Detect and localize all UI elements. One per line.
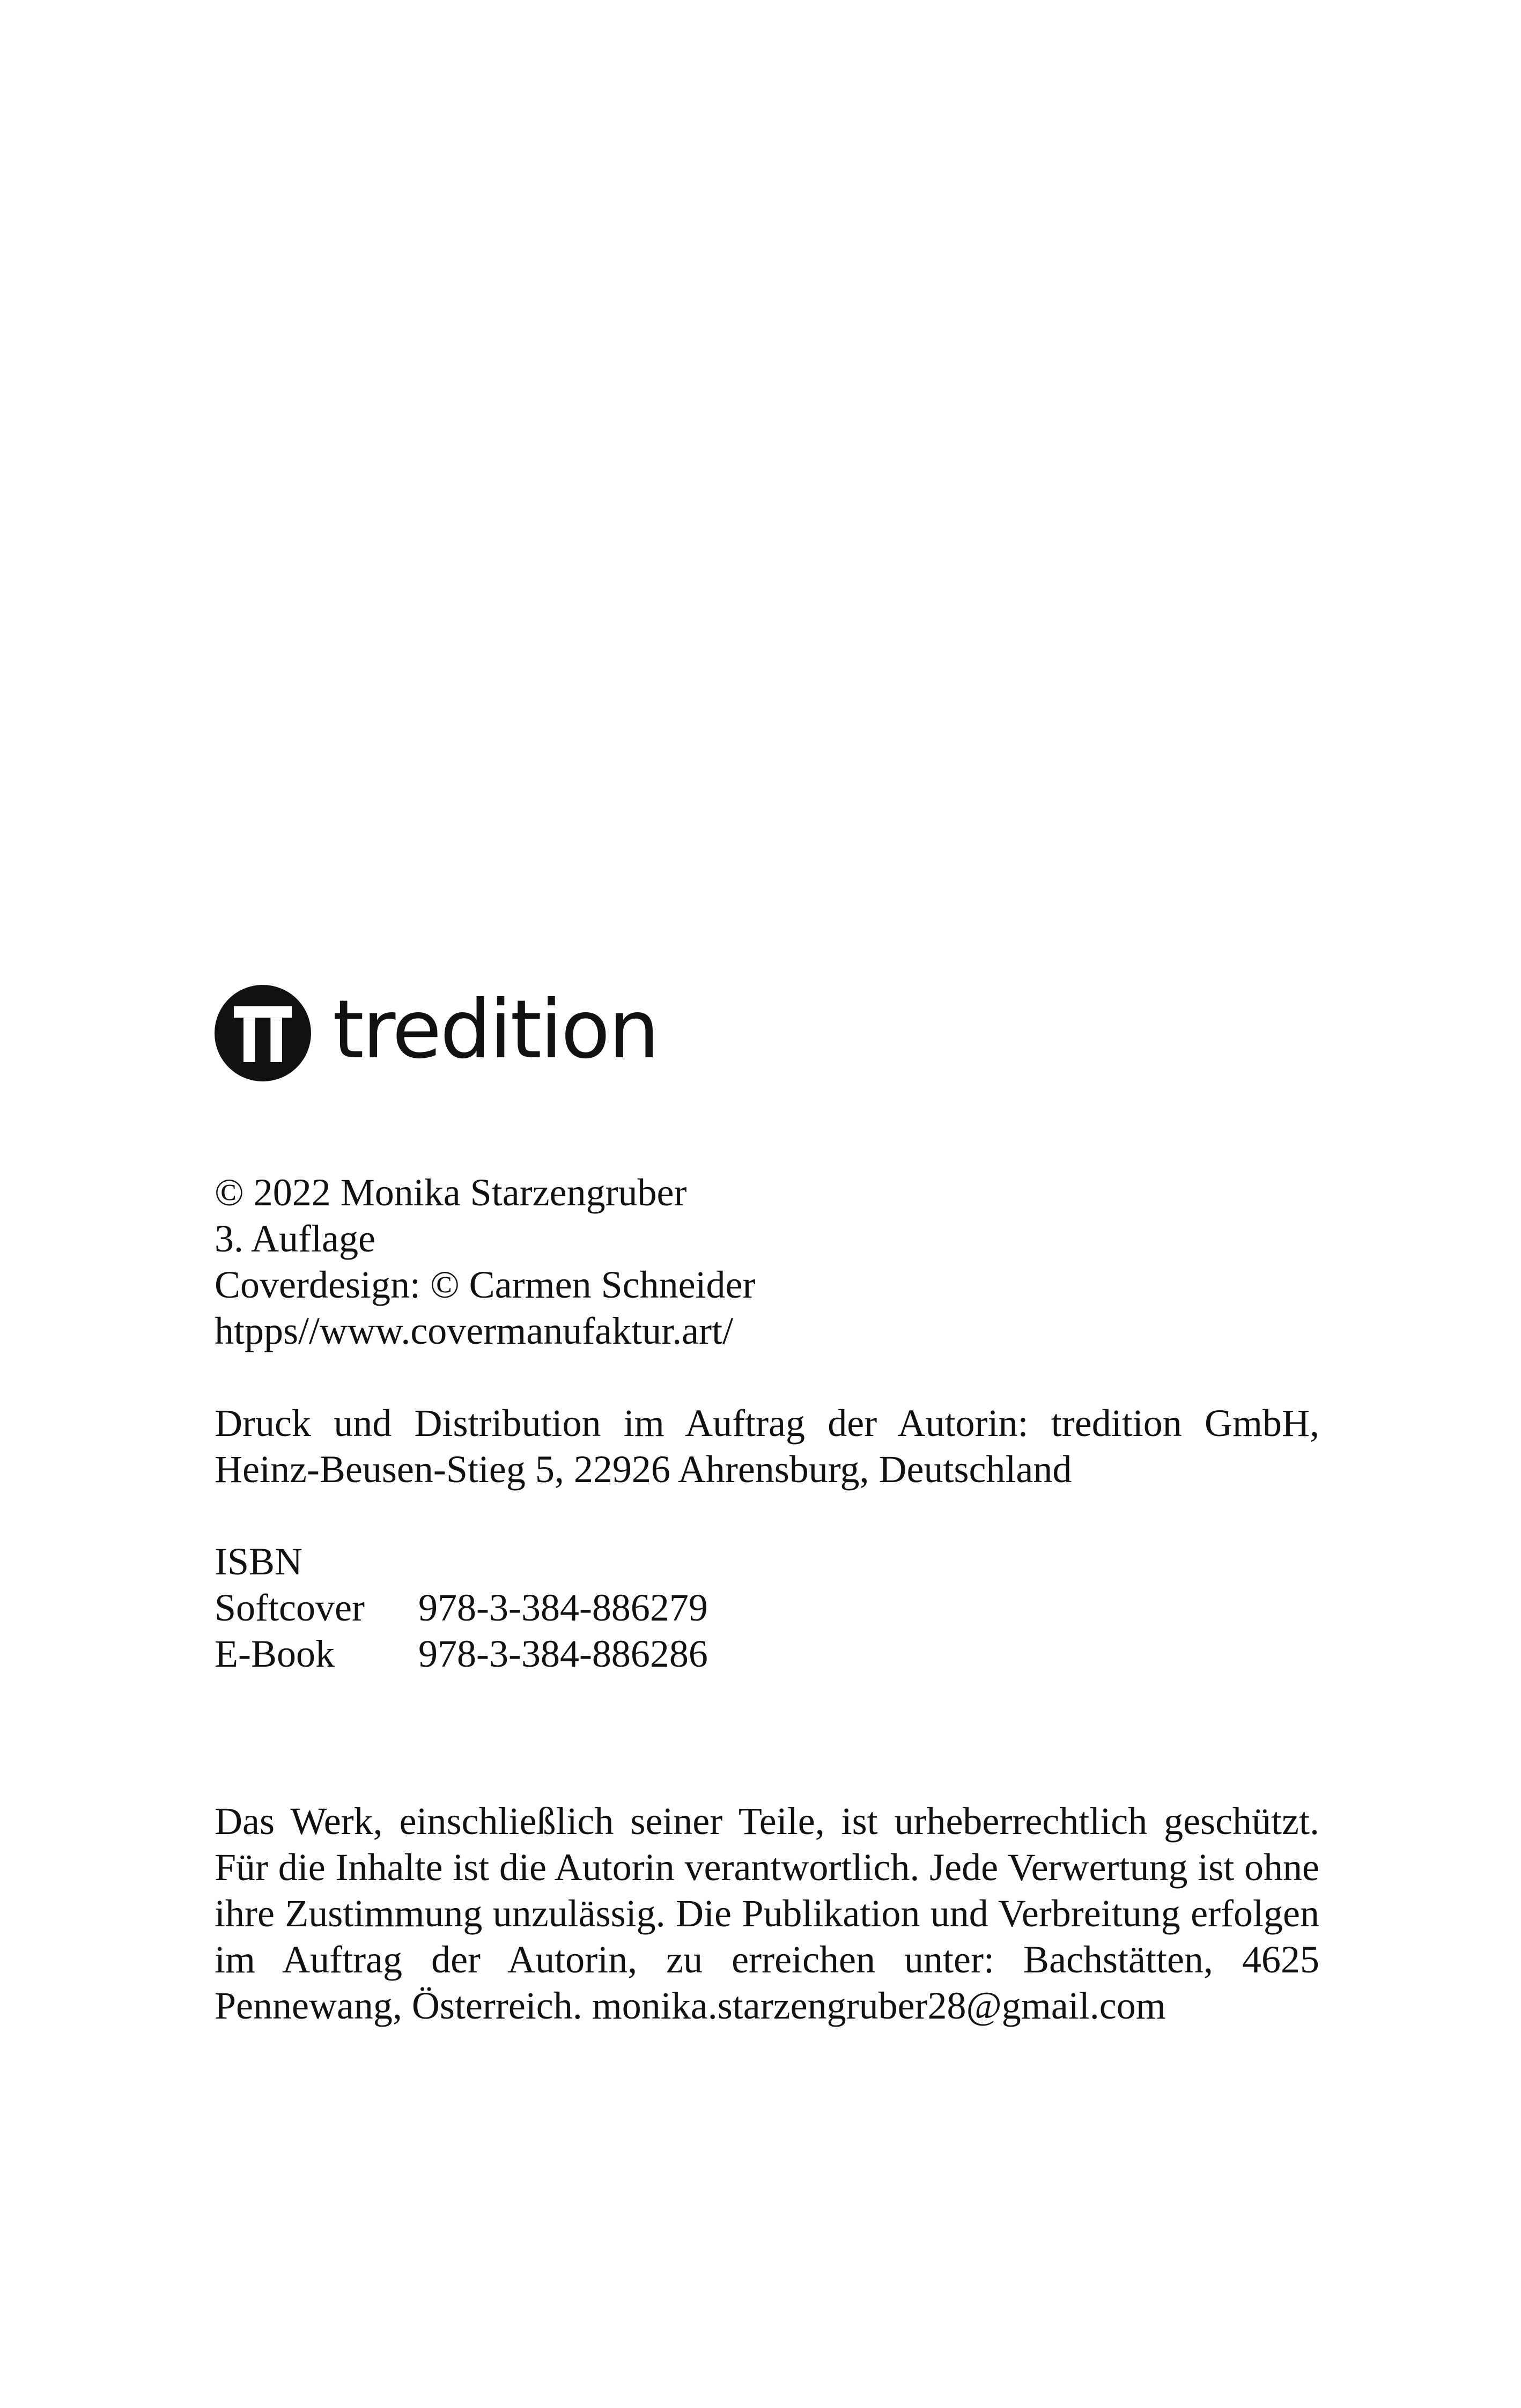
publisher-logo — [215, 985, 658, 1081]
legal-notice-paragraph: Das Werk, einschließlich seiner Teile, ist urheberrechtlich geschützt. Für die Inhalte ist die Autorin verantwortlich. Jede Verwertung ist ohne ihre Zustimmung unzulässig. Die Publikation und Verbreitung erfolgen im Auftrag der Autorin, zu erreichen unter: Bachstätten, 4625 Pennewang, Österreich. monika.starzengruber28@gmail.com — [215, 1800, 1319, 2027]
isbn-block — [215, 1538, 1319, 1677]
publisher-wordmark: tredition — [333, 983, 658, 1077]
isbn-value: 978-3-384-886279 — [418, 1586, 708, 1629]
isbn-row-softcover — [215, 1585, 1319, 1631]
credits-block — [215, 1169, 1319, 1354]
isbn-heading: ISBN — [215, 1540, 303, 1583]
cover-design-line: Coverdesign: © Carmen Schneider — [215, 1263, 756, 1306]
print-distribution-paragraph: Druck und Distribution im Auftrag der Autorin: tredition GmbH, Heinz-Beusen-Stieg 5, 22926 Ahrensburg, Deutschland — [215, 1402, 1319, 1491]
tredition-logo-icon — [215, 985, 311, 1081]
cover-url-line: htpps//www.covermanufaktur.art/ — [215, 1309, 734, 1352]
isbn-label: Softcover — [215, 1586, 365, 1629]
isbn-value: 978-3-384-886286 — [418, 1632, 708, 1675]
edition-line: 3. Auflage — [215, 1217, 375, 1260]
isbn-row-ebook — [215, 1631, 1319, 1677]
copyright-line: © 2022 Monika Starzengruber — [215, 1171, 687, 1214]
isbn-label: E-Book — [215, 1632, 335, 1675]
